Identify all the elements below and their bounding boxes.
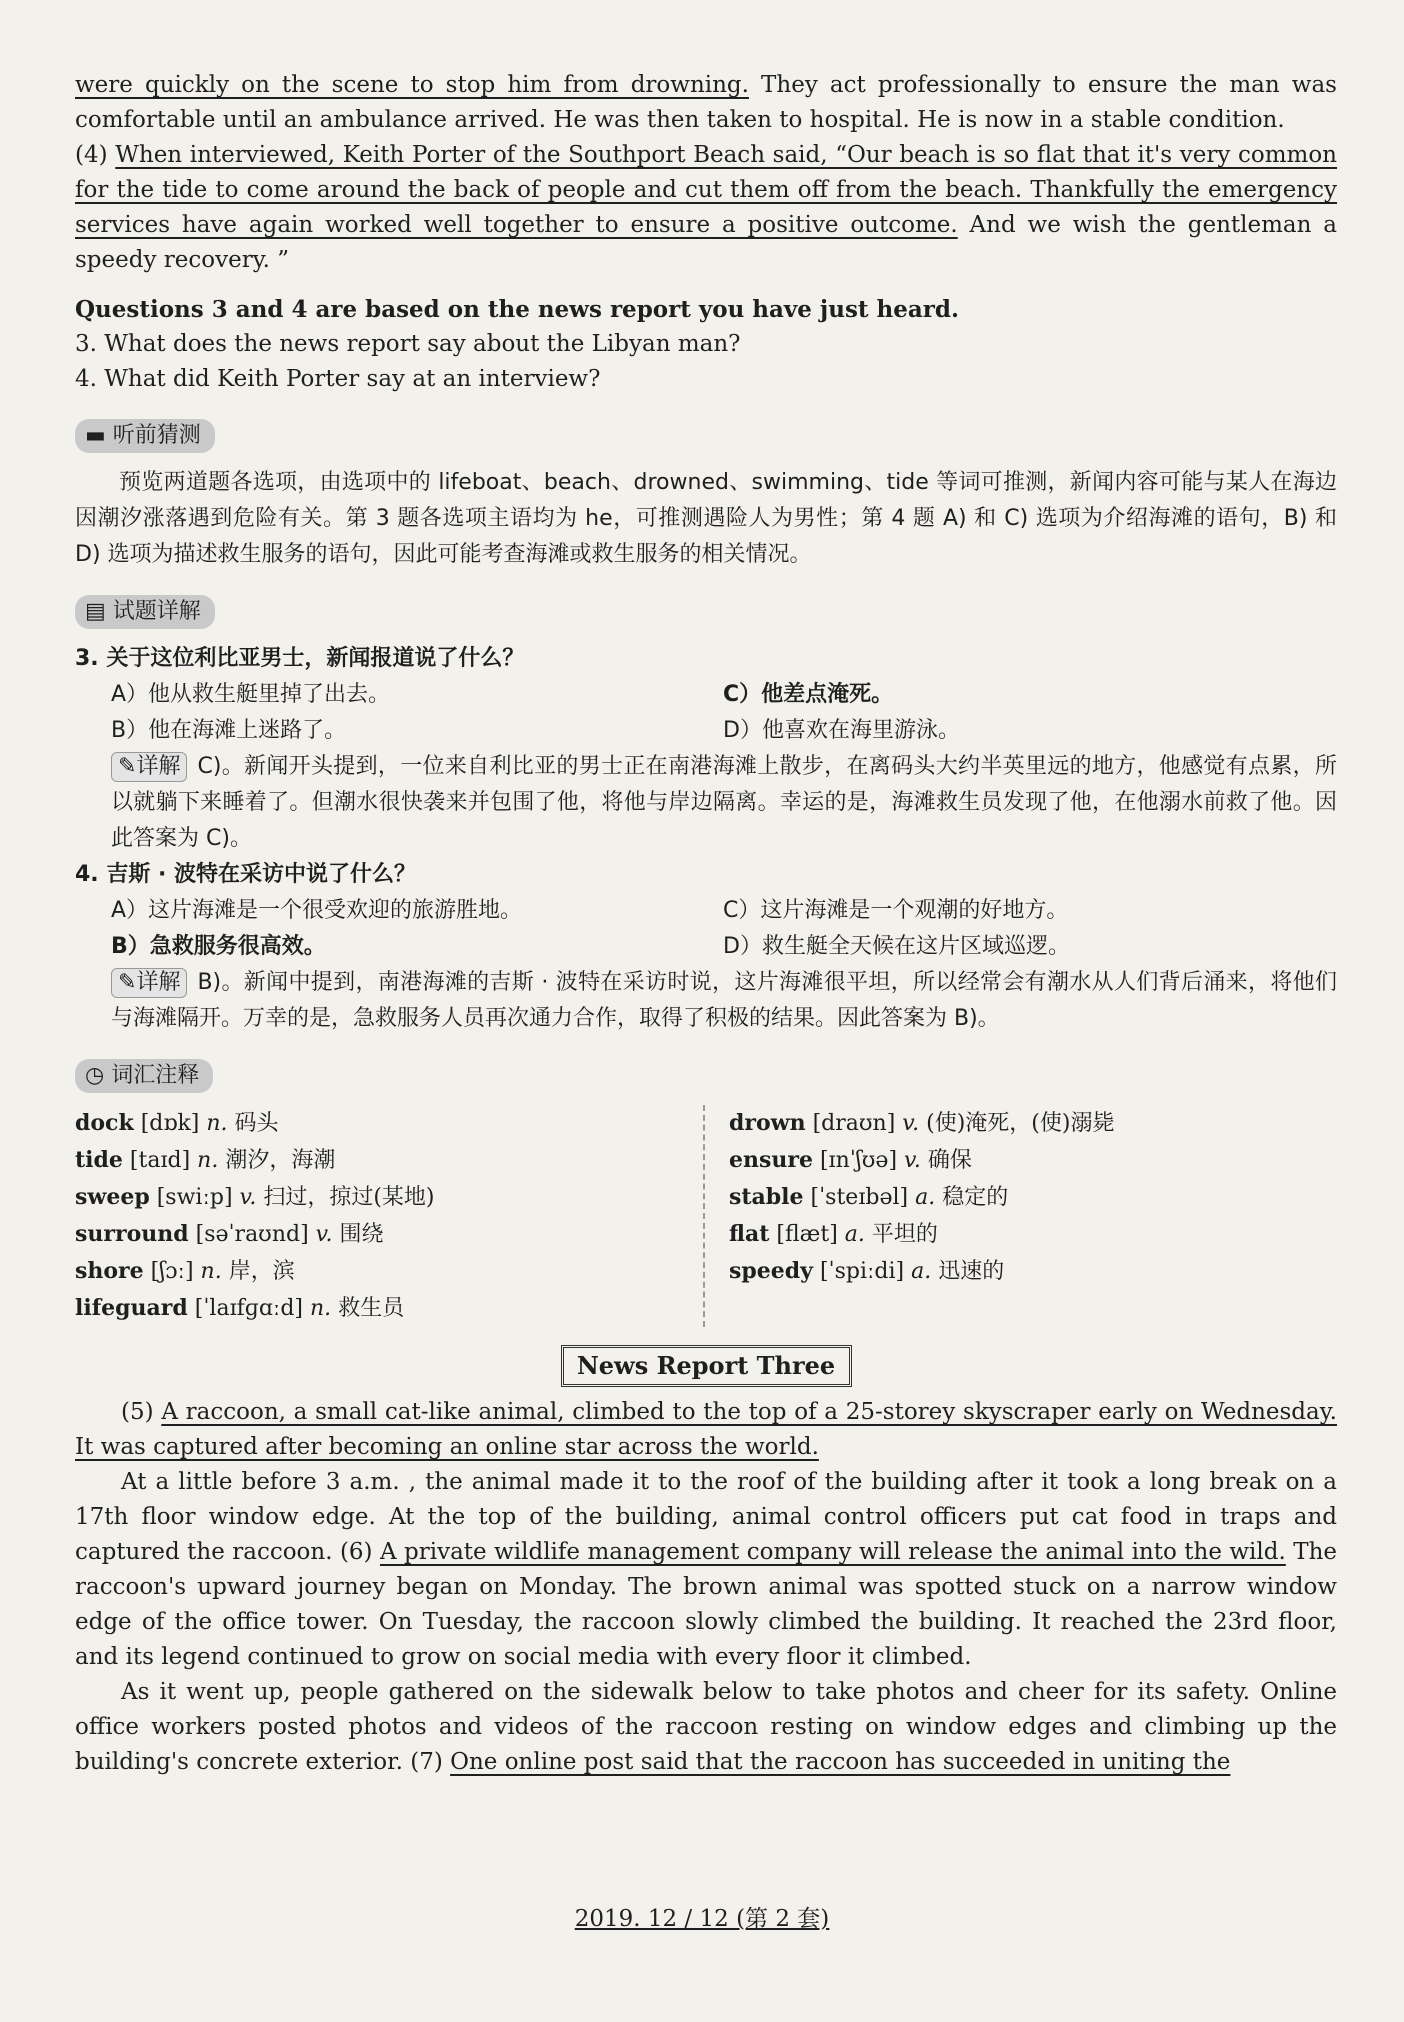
vocab-entry — [75, 1179, 703, 1216]
vocab-phonetic: [ˈspiːdi] — [819, 1259, 905, 1284]
vocab-meaning: 迅速的 — [938, 1259, 1005, 1284]
vocab-meaning: 围绕 — [339, 1222, 384, 1247]
report3-paragraph-3: As it went up, people gathered on the sidewalk below to take photos and cheer for its safety. Online office workers posted photos and videos of the raccoon resting on window edges and climbing up the building's concrete exterior. (7) One online post said that the raccoon has succeeded in uniting the — [75, 1679, 1337, 1775]
intro-paragraph-2 — [75, 138, 1337, 278]
vocab-phonetic: [ˈlaɪfɡɑːd] — [194, 1296, 304, 1321]
vocab-entry — [75, 1216, 703, 1253]
prelisten-text: 预览两道题各选项，由选项中的 lifeboat、beach、drowned、swimming、tide 等词可推测，新闻内容可能与某人在海边因潮汐涨落遇到危险有关。第 3 题各选项主语均为 he，可推测遇险人为男性；第 4 题 A) 和 C) 选项为介绍海滩的语句，B) 和 D) 选项为描述救生服务的语句，因此可能考查海滩或救生服务的相关情况。 — [75, 470, 1337, 567]
vocab-entry — [75, 1105, 703, 1142]
vocab-meaning: (使)淹死，(使)溺毙 — [926, 1111, 1115, 1136]
clock-icon: ◷ — [85, 1063, 112, 1088]
folder-icon: ▬ — [85, 423, 113, 448]
vocab-pos: v. — [315, 1222, 333, 1247]
vocab-pos: n. — [197, 1148, 219, 1173]
vocab-word: drown — [729, 1110, 806, 1136]
vocab-phonetic: [flæt] — [776, 1222, 838, 1247]
question-stem: 4. 吉斯 · 波特在采访中说了什么？ — [75, 862, 417, 887]
vocab-phonetic: [ˈsteɪbəl] — [810, 1185, 909, 1210]
vocab-meaning: 平坦的 — [871, 1222, 938, 1247]
vocab-phonetic: [swiːp] — [156, 1185, 233, 1210]
question-4: 4. What did Keith Porter say at an interview? — [75, 366, 601, 392]
options — [75, 893, 1337, 965]
option-c: C）这片海滩是一个观潮的好地方。 — [723, 898, 1069, 923]
vocab-meaning: 潮汐，海潮 — [225, 1148, 336, 1173]
vocab-word: lifeguard — [75, 1295, 188, 1321]
underlined-quote: When interviewed, Keith Porter of the Southport Beach said, “Our beach is so flat that it's very common for the tide to come around the back of people and cut them off from the beach. Thankfully the emergency services have again worked well together to ensure a positive outcome. — [75, 142, 1337, 238]
question-3-detail — [75, 641, 1337, 857]
vocab-word: stable — [729, 1184, 804, 1210]
vocab-meaning: 稳定的 — [942, 1185, 1009, 1210]
vocab-pos: n. — [310, 1296, 332, 1321]
vocab-meaning: 确保 — [927, 1148, 972, 1173]
vocab-pos: v. — [902, 1111, 920, 1136]
vocab-word: speedy — [729, 1258, 813, 1284]
vocab-meaning: 岸，滨 — [228, 1259, 295, 1284]
vocab-right-column — [705, 1105, 1335, 1327]
intro-text: They act professionally to ensure the man was comfortable until an ambulance arrived. He was then taken to hospital. He is now in a stable condition. — [75, 72, 1337, 133]
report3-paragraph-2: At a little before 3 a.m. , the animal made it to the roof of the building after it took a long break on a 17th floor window edge. At the top of the building, animal control officers put cat food in traps and captured the raccoon. (6) A private wildlife management company will release the animal into the wild. The raccoon's upward journey began on Monday. The brown animal was spotted stuck on a narrow window edge of the office tower. On Tuesday, the raccoon slowly climbed the building. It reached the 23rd floor, and its legend continued to grow on social media with every floor it climbed. — [75, 1469, 1337, 1670]
vocab-word: flat — [729, 1221, 770, 1247]
vocab-pos: a. — [915, 1185, 936, 1210]
vocab-entry — [729, 1253, 1335, 1290]
report3-paragraph-1: (5) A raccoon, a small cat-like animal, climbed to the top of a 25-storey skyscraper early on Wednesday. It was captured after becoming an online star across the world. — [75, 1399, 1337, 1460]
vocab-list — [75, 1105, 1337, 1327]
underlined-sentence: were quickly on the scene to stop him from drowning. — [75, 72, 749, 98]
option-a: A）这片海滩是一个很受欢迎的旅游胜地。 — [111, 898, 523, 923]
explanation — [75, 749, 1337, 857]
vocab-phonetic: [ɪnˈʃʊə] — [819, 1148, 898, 1173]
questions-header: Questions 3 and 4 are based on the news report you have just heard. — [75, 296, 960, 323]
option-b: B）急救服务很高效。 — [111, 934, 326, 959]
vocab-phonetic: [ʃɔː] — [150, 1259, 194, 1284]
section-prelisten — [75, 419, 215, 453]
section-vocab — [75, 1059, 213, 1093]
vocab-entry — [75, 1290, 703, 1327]
question-3: 3. What does the news report say about the Libyan man? — [75, 331, 741, 357]
vocab-pos: v. — [239, 1185, 257, 1210]
option-c: C）他差点淹死。 — [723, 682, 894, 707]
option-a: A）他从救生艇里掉了出去。 — [111, 682, 391, 707]
vocab-left-column — [75, 1105, 705, 1327]
vocab-entry — [729, 1179, 1335, 1216]
vocab-word: ensure — [729, 1147, 813, 1173]
vocab-pos: a. — [911, 1259, 932, 1284]
vocab-entry — [729, 1216, 1335, 1253]
vocab-pos: a. — [844, 1222, 865, 1247]
vocab-meaning: 救生员 — [338, 1296, 405, 1321]
section-title: 试题详解 — [112, 599, 201, 624]
vocab-entry — [729, 1142, 1335, 1179]
vocab-entry — [75, 1253, 703, 1290]
vocab-pos: v. — [904, 1148, 921, 1173]
intro-text: And we wish the gentleman a speedy recovery. ” — [75, 212, 1337, 273]
explanation-text: C)。新闻开头提到，一位来自利比亚的男士正在南港海滩上散步，在离码头大约半英里远的地方，他感觉有点累，所以就躺下来睡着了。但潮水很快袭来并包围了他，将他与岸边隔离。幸运的是，海滩救生员发现了他，在他溺水前救了他。因此答案为 C)。 — [111, 754, 1337, 851]
news-report-three-title: News Report Three — [561, 1345, 852, 1387]
vocab-word: sweep — [75, 1184, 150, 1210]
page-content — [75, 68, 1337, 1780]
section-detail — [75, 595, 215, 629]
vocab-entry — [729, 1105, 1335, 1142]
vocab-pos: n. — [200, 1259, 222, 1284]
option-d: D）救生艇全天候在这片区域巡逻。 — [723, 934, 1070, 959]
vocab-phonetic: [draʊn] — [812, 1111, 896, 1136]
explanation-tag: ✎详解 — [111, 968, 187, 998]
vocab-word: shore — [75, 1258, 144, 1284]
question-stem: 3. 关于这位利比亚男士，新闻报道说了什么？ — [75, 646, 525, 671]
pencil-icon: ✎ — [118, 970, 137, 995]
vocab-phonetic: [taɪd] — [129, 1148, 191, 1173]
explanation-tag: ✎详解 — [111, 752, 187, 782]
book-icon: ▤ — [85, 599, 113, 624]
explanation — [75, 965, 1337, 1037]
intro-paragraph-1 — [75, 68, 1337, 138]
option-d: D）他喜欢在海里游泳。 — [723, 718, 960, 743]
pencil-icon: ✎ — [118, 754, 137, 779]
vocab-entry — [75, 1142, 703, 1179]
vocab-word: dock — [75, 1110, 134, 1136]
section-title: 词汇注释 — [111, 1063, 200, 1088]
section-title: 听前猜测 — [112, 423, 201, 448]
underlined-sentence: One online post said that the raccoon has succeeded in uniting the — [450, 1749, 1231, 1775]
underlined-sentence: A private wildlife management company will release the animal into the wild. — [379, 1539, 1286, 1565]
option-b: B）他在海滩上迷路了。 — [111, 718, 347, 743]
page-footer: 2019. 12 / 12 (第 2 套) — [574, 1906, 830, 1932]
options — [75, 677, 1337, 749]
question-4-detail — [75, 857, 1337, 1037]
vocab-phonetic: [dɒk] — [140, 1111, 200, 1136]
underlined-sentence: A raccoon, a small cat-like animal, climbed to the top of a 25-storey skyscraper early on Wednesday. It was captured after becoming an online star across the world. — [75, 1399, 1337, 1460]
vocab-phonetic: [səˈraʊnd] — [195, 1222, 309, 1247]
number-label: (4) — [75, 142, 116, 168]
vocab-word: tide — [75, 1147, 123, 1173]
explanation-text: B)。新闻中提到，南港海滩的吉斯 · 波特在采访时说，这片海滩很平坦，所以经常会有潮水从人们背后涌来，将他们与海滩隔开。万幸的是，急救服务人员再次通力合作，取得了积极的结果。因此答案为 B)。 — [111, 970, 1337, 1031]
vocab-word: surround — [75, 1221, 189, 1247]
vocab-meaning: 扫过，掠过(某地) — [263, 1185, 435, 1210]
vocab-pos: n. — [206, 1111, 228, 1136]
vocab-meaning: 码头 — [234, 1111, 279, 1136]
